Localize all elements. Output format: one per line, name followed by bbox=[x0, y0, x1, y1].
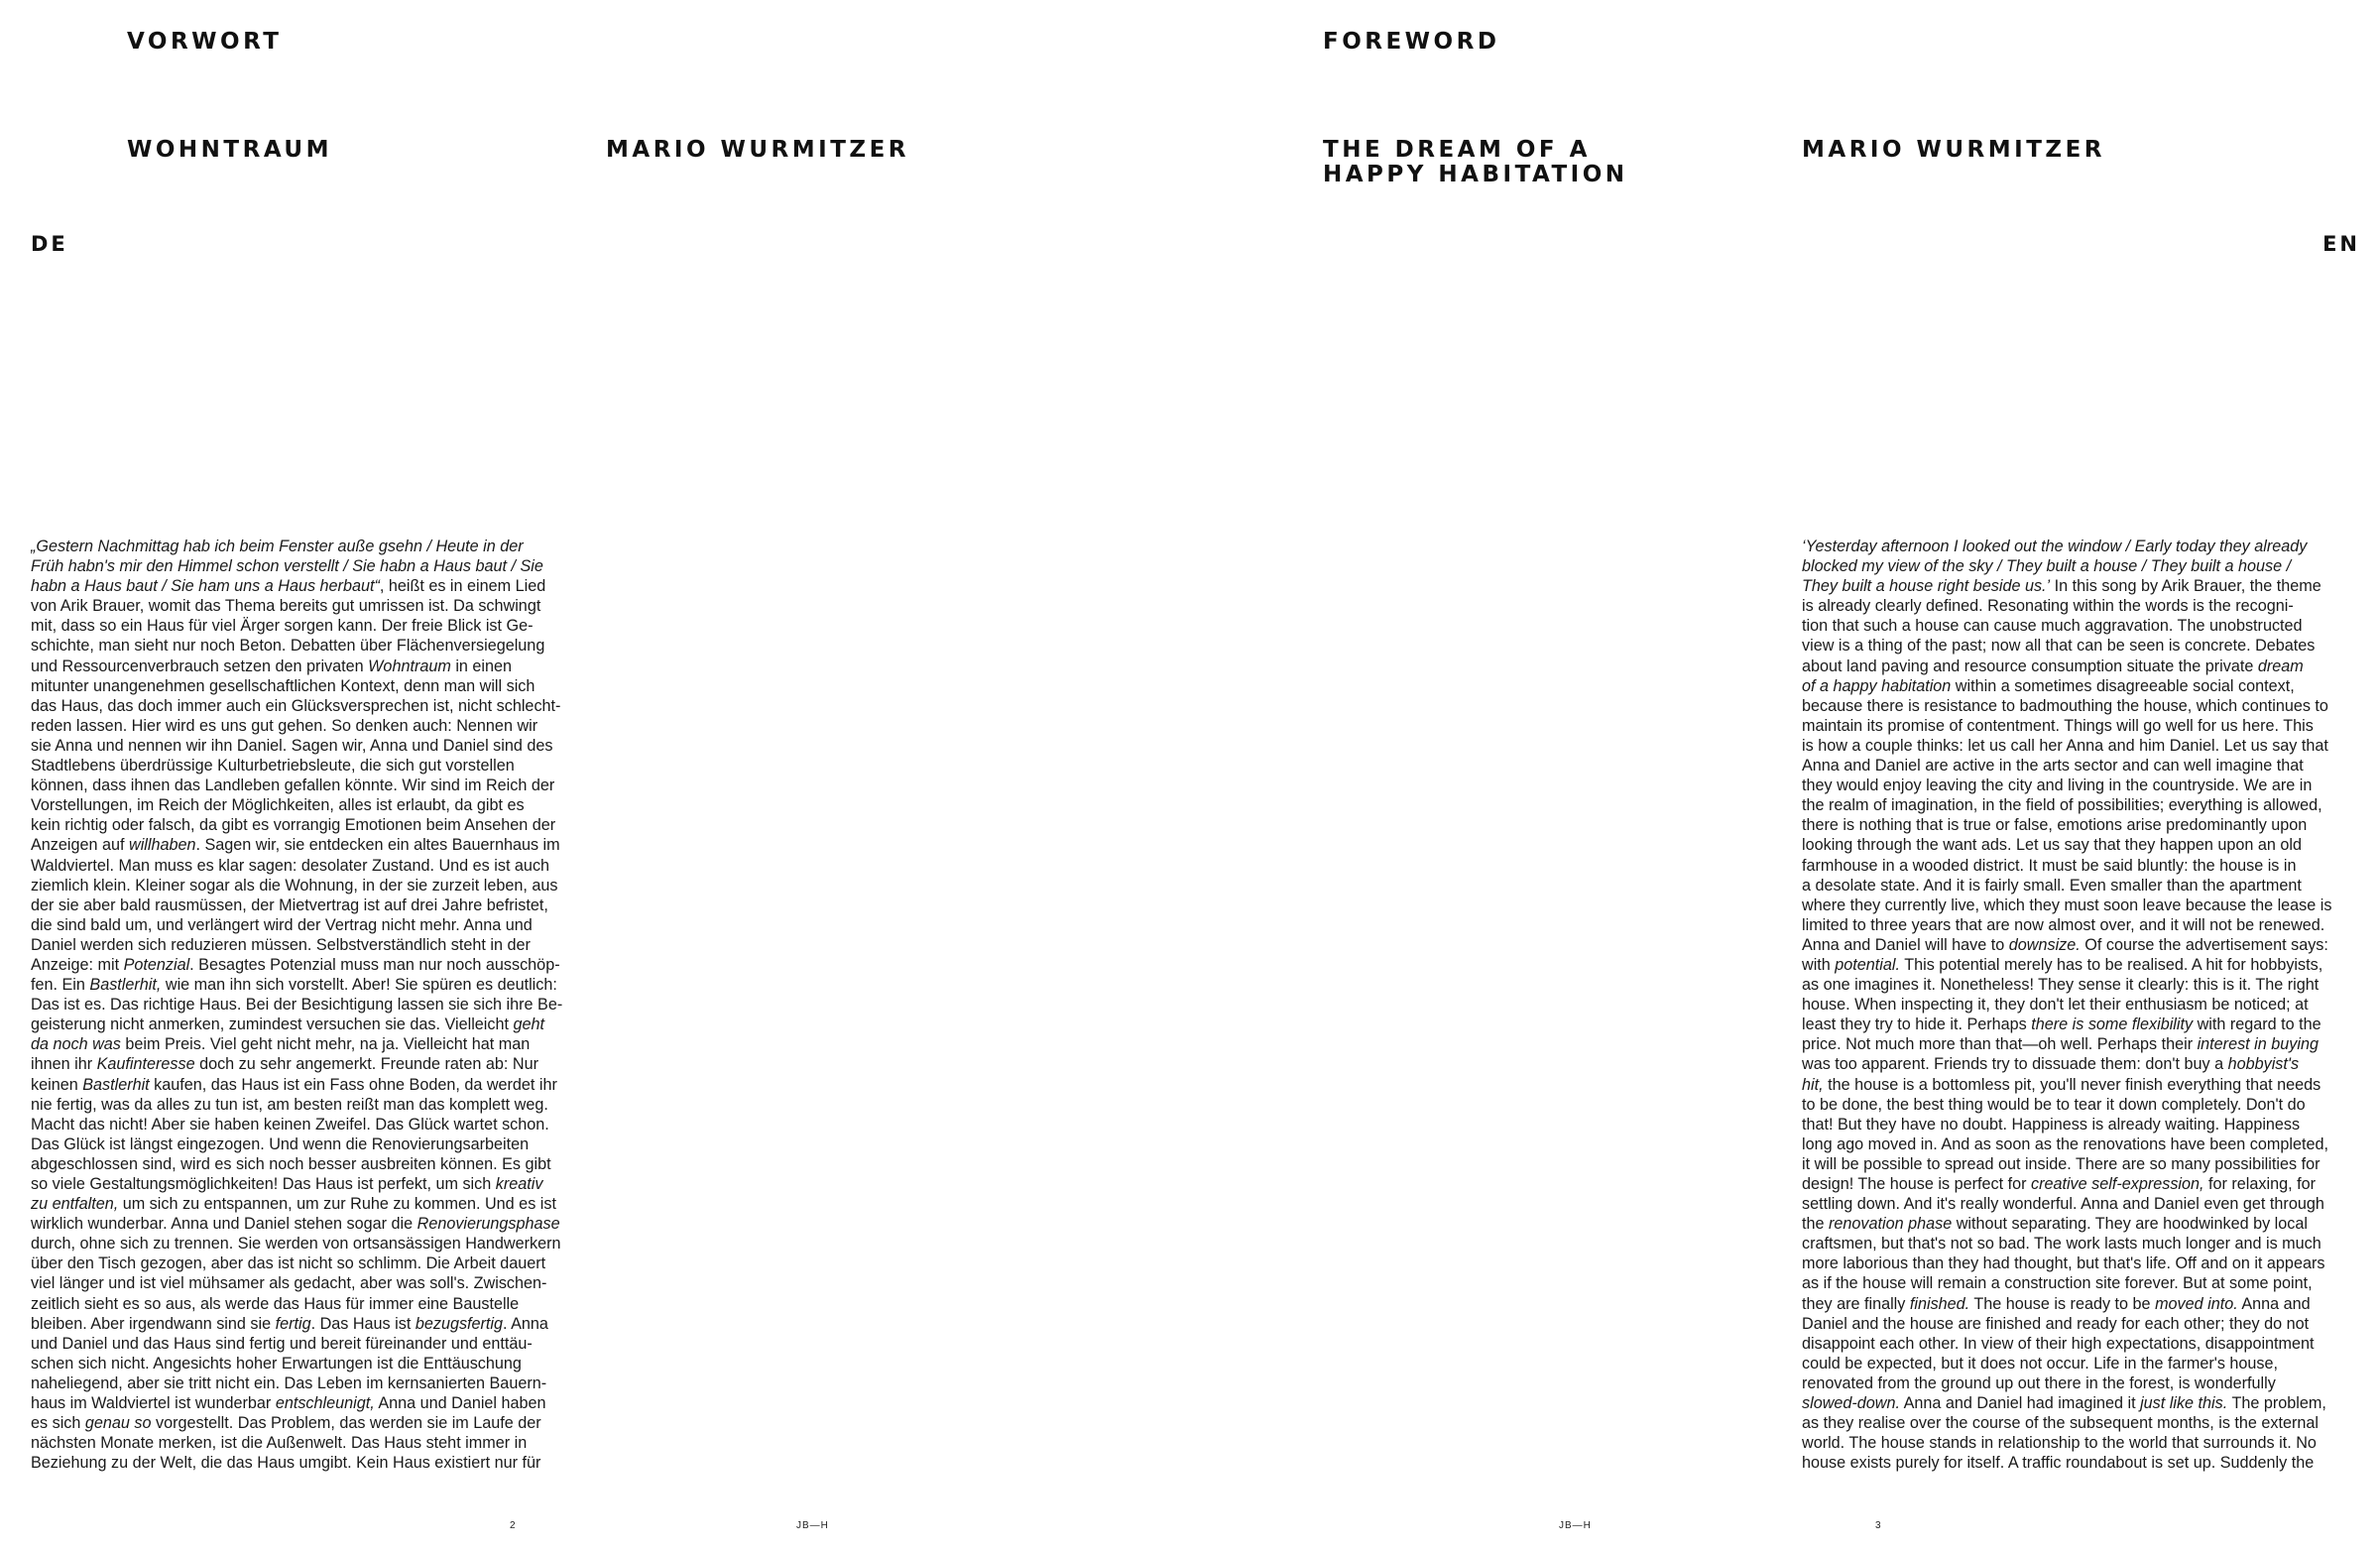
body-de-line: der sie aber bald rausmüssen, der Mietvertrag ist auf drei Jahre befristet, bbox=[31, 895, 548, 914]
body-de-line: und Ressourcenverbrauch setzen den privaten Wohntraum in einen bbox=[31, 657, 513, 675]
title-en-line-1: THE DREAM OF A bbox=[1323, 137, 1591, 163]
body-en-line: they are finally finished. The house is ready to be moved into. Anna and bbox=[1802, 1294, 2311, 1313]
body-en-line: because there is resistance to badmouthing the house, which continues to bbox=[1802, 696, 2328, 715]
body-en-line: of a happy habitation within a sometimes disagreeable social context, bbox=[1802, 676, 2295, 695]
body-de-line: Früh habn's mir den Himmel schon verstellt / Sie habn a Haus baut / Sie bbox=[31, 557, 543, 576]
language-marker-de: DE bbox=[31, 232, 68, 256]
body-en-line: They built a house right beside us.’ In this song by Arik Brauer, the theme bbox=[1802, 577, 2321, 596]
body-en-line: slowed-down. Anna and Daniel had imagined it just like this. The problem, bbox=[1802, 1394, 2326, 1413]
body-en-line: ‘Yesterday afternoon I looked out the window / Early today they already bbox=[1802, 537, 2308, 555]
body-en-line: there is nothing that is true or false, emotions arise predominantly upon bbox=[1802, 816, 2308, 835]
body-de-line: haus im Waldviertel ist wunderbar entschleunigt, Anna und Daniel haben bbox=[31, 1394, 546, 1413]
body-de-line: ziemlich klein. Kleiner sogar als die Wohnung, in der sie zurzeit leben, aus bbox=[31, 876, 558, 895]
body-de-line: zu entfalten, um sich zu entspannen, um zur Ruhe zu kommen. Und es ist bbox=[31, 1195, 556, 1214]
body-en-line: could be expected, but it does not occur. Life in the farmer's house, bbox=[1802, 1354, 2279, 1373]
body-de-line: durch, ohne sich zu trennen. Sie werden von ortsansässigen Handwerkern bbox=[31, 1235, 561, 1254]
body-de-line: nächsten Monate merken, ist die Außenwelt. Das Haus steht immer in bbox=[31, 1434, 528, 1453]
body-de-line: so viele Gestaltungsmöglichkeiten! Das Haus ist perfekt, um sich kreativ bbox=[31, 1175, 543, 1193]
section-label-de: VORWORT bbox=[127, 29, 283, 55]
body-text-de bbox=[31, 537, 596, 1487]
body-de-line: Vorstellungen, im Reich der Möglichkeiten, alles ist erlaubt, da gibt es bbox=[31, 796, 525, 815]
body-de-line: Stadtlebens überdrüssige Kulturbetriebsleute, die sich gut vorstellen bbox=[31, 757, 515, 776]
body-de-line: über den Tisch gezogen, aber das ist nicht so schlimm. Die Arbeit dauert bbox=[31, 1254, 546, 1273]
body-de-line: bleiben. Aber irgendwann sind sie fertig. Das Haus ist bezugsfertig. Anna bbox=[31, 1314, 548, 1333]
body-de-line: ihnen ihr Kaufinteresse doch zu sehr angemerkt. Freunde raten ab: Nur bbox=[31, 1055, 538, 1074]
body-de-line: schichte, man sieht nur noch Beton. Debatten über Flächenversiegelung bbox=[31, 637, 545, 656]
body-en-line: is already clearly defined. Resonating within the words is the recogni- bbox=[1802, 597, 2294, 616]
body-en-line: a desolate state. And it is fairly small. Even smaller than the apartment bbox=[1802, 876, 2302, 895]
language-marker-en: EN bbox=[2322, 232, 2360, 256]
body-en-line: with potential. This potential merely has to be realised. A hit for hobbyists, bbox=[1802, 955, 2323, 974]
body-de-line: keinen Bastlerhit kaufen, das Haus ist ein Fass ohne Boden, da werdet ihr bbox=[31, 1075, 557, 1094]
body-de-line: geisterung nicht anmerken, zumindest versuchen sie das. Vielleicht geht bbox=[31, 1015, 545, 1034]
body-de-line: und Daniel und das Haus sind fertig und bereit füreinander und enttäu- bbox=[31, 1334, 533, 1353]
page-number-right: 3 bbox=[1875, 1520, 1882, 1531]
section-label-en: FOREWORD bbox=[1323, 29, 1500, 55]
body-en-line: Anna and Daniel will have to downsize. Of course the advertisement says: bbox=[1802, 935, 2328, 954]
title-en bbox=[1323, 138, 1628, 187]
body-en-line: looking through the want ads. Let us say that they happen upon an old bbox=[1802, 836, 2302, 855]
body-de-line: reden lassen. Hier wird es uns gut gehen. So denken auch: Nennen wir bbox=[31, 716, 538, 735]
body-en-line: they would enjoy leaving the city and living in the countryside. We are in bbox=[1802, 776, 2313, 795]
body-de-line: von Arik Brauer, womit das Thema bereits gut umrissen ist. Da schwingt bbox=[31, 597, 541, 616]
body-en-line: the renovation phase without separating. They are hoodwinked by local bbox=[1802, 1215, 2308, 1234]
body-en-line: is how a couple thinks: let us call her Anna and him Daniel. Let us say that bbox=[1802, 736, 2328, 755]
body-de-line: sie Anna und nennen wir ihn Daniel. Sagen wir, Anna und Daniel sind des bbox=[31, 736, 553, 755]
body-de-line: mit, dass so ein Haus für viel Ärger sorgen kann. Der freie Blick ist Ge- bbox=[31, 617, 534, 636]
body-en-line: renovated from the ground up out there in the forest, is wonderfully bbox=[1802, 1373, 2276, 1392]
body-en-line: settling down. And it's really wonderful. Anna and Daniel even get through bbox=[1802, 1195, 2324, 1214]
body-de-line: das Haus, das doch immer auch ein Glücksversprechen ist, nicht schlecht- bbox=[31, 696, 561, 715]
body-en-line: maintain its promise of contentment. Things will go well for us here. This bbox=[1802, 716, 2314, 735]
body-text-en bbox=[1802, 537, 2367, 1487]
body-de-line: nie fertig, was da alles zu tun ist, am besten reißt man das komplett weg. bbox=[31, 1095, 548, 1114]
body-en-line: craftsmen, but that's not so bad. The work lasts much longer and is much bbox=[1802, 1235, 2321, 1254]
body-en-line: least they try to hide it. Perhaps there is some flexibility with regard to the bbox=[1802, 1015, 2321, 1034]
body-de-line: da noch was beim Preis. Viel geht nicht mehr, na ja. Vielleicht hat man bbox=[31, 1035, 531, 1054]
running-foot-right: JB—H bbox=[1559, 1520, 1592, 1531]
body-de-line: Anzeigen auf willhaben. Sagen wir, sie entdecken ein altes Bauernhaus im bbox=[31, 836, 560, 855]
body-en-line: tion that such a house can cause much aggravation. The unobstructed bbox=[1802, 617, 2303, 636]
body-de-line: Das Glück ist längst eingezogen. Und wenn die Renovierungsarbeiten bbox=[31, 1134, 530, 1153]
body-de-line: mitunter unangenehmen gesellschaftlichen Kontext, denn man will sich bbox=[31, 676, 536, 695]
body-de-line: Das ist es. Das richtige Haus. Bei der Besichtigung lassen sie sich ihre Be- bbox=[31, 996, 563, 1015]
body-de-line: schen sich nicht. Angesichts hoher Erwartungen ist die Enttäuschung bbox=[31, 1354, 522, 1373]
body-de-line: Beziehung zu der Welt, die das Haus umgibt. Kein Haus existiert nur für bbox=[31, 1454, 541, 1473]
body-en-line: long ago moved in. And as soon as the renovations have been completed, bbox=[1802, 1134, 2328, 1153]
body-en-line: about land paving and resource consumption situate the private dream bbox=[1802, 657, 2304, 675]
body-de-line: es sich genau so vorgestellt. Das Problem, das werden sie im Laufe der bbox=[31, 1414, 541, 1433]
body-en-line: more laborious than they had thought, but that's life. Off and on it appears bbox=[1802, 1254, 2325, 1273]
author-en: MARIO WURMITZER bbox=[1802, 137, 2106, 163]
page-number-left: 2 bbox=[510, 1520, 517, 1531]
body-de-line: die sind bald um, und verlängert wird der Vertrag nicht mehr. Anna und bbox=[31, 915, 533, 934]
body-de-line: naheliegend, aber sie tritt nicht ein. Das Leben im kernsanierten Bauern- bbox=[31, 1373, 547, 1392]
body-de-line: Anzeige: mit Potenzial. Besagtes Potenzial muss man nur noch ausschöp- bbox=[31, 955, 560, 974]
body-en-line: as they realise over the course of the subsequent months, is the external bbox=[1802, 1414, 2319, 1433]
body-en-line: it will be possible to spread out inside. There are so many possibilities for bbox=[1802, 1154, 2320, 1173]
body-en-line: house. When inspecting it, they don't let their enthusiasm be noticed; at bbox=[1802, 996, 2309, 1015]
body-en-line: was too apparent. Friends try to dissuade them: don't buy a hobbyist's bbox=[1802, 1055, 2300, 1074]
body-de-line: habn a Haus baut / Sie ham uns a Haus herbaut“, heißt es in einem Lied bbox=[31, 577, 546, 596]
body-de-line: fen. Ein Bastlerhit, wie man ihn sich vorstellt. Aber! Sie spüren es deutlich: bbox=[31, 976, 557, 995]
body-de-line: Macht das nicht! Aber sie haben keinen Zweifel. Das Glück wartet schon. bbox=[31, 1115, 549, 1134]
body-en-line: farmhouse in a wooded district. It must be said bluntly: the house is in bbox=[1802, 856, 2297, 875]
body-de-line: wirklich wunderbar. Anna und Daniel stehen sogar die Renovierungsphase bbox=[31, 1215, 560, 1234]
body-de-line: Waldviertel. Man muss es klar sagen: desolater Zustand. Und es ist auch bbox=[31, 856, 550, 875]
title-de-line: WOHNTRAUM bbox=[127, 137, 332, 163]
body-en-line: world. The house stands in relationship to the world that surrounds it. No bbox=[1802, 1434, 2317, 1453]
body-en-line: price. Not much more than that—oh well. Perhaps their interest in buying bbox=[1802, 1035, 2319, 1054]
body-de-line: abgeschlossen sind, wird es sich noch besser ausbreiten können. Es gibt bbox=[31, 1154, 551, 1173]
body-en-line: as if the house will remain a construction site forever. But at some point, bbox=[1802, 1274, 2313, 1293]
body-en-line: design! The house is perfect for creative self-expression, for relaxing, for bbox=[1802, 1175, 2316, 1193]
body-en-line: hit, the house is a bottomless pit, you'll never finish everything that needs bbox=[1802, 1075, 2321, 1094]
body-de-line: viel länger und ist viel mühsamer als gedacht, aber was soll's. Zwischen- bbox=[31, 1274, 547, 1293]
title-de bbox=[127, 138, 332, 163]
title-en-line-2: HAPPY HABITATION bbox=[1323, 162, 1628, 187]
body-de-line: kein richtig oder falsch, da gibt es vorrangig Emotionen beim Ansehen der bbox=[31, 816, 556, 835]
body-de-line: zeitlich sieht es so aus, als werde das Haus für immer eine Baustelle bbox=[31, 1294, 520, 1313]
body-de-line: Daniel werden sich reduzieren müssen. Selbstverständlich steht in der bbox=[31, 935, 531, 954]
body-en-line: where they currently live, which they must soon leave because the lease is bbox=[1802, 895, 2332, 914]
body-en-line: disappoint each other. In view of their high expectations, disappointment bbox=[1802, 1334, 2315, 1353]
body-de-line: „Gestern Nachmittag hab ich beim Fenster auße gsehn / Heute in der bbox=[31, 537, 524, 555]
body-en-line: blocked my view of the sky / They built a house / They built a house / bbox=[1802, 557, 2292, 576]
body-en-line: view is a thing of the past; now all that can be seen is concrete. Debates bbox=[1802, 637, 2316, 656]
body-en-line: Anna and Daniel are active in the arts sector and can well imagine that bbox=[1802, 757, 2304, 776]
body-de-line: können, dass ihnen das Landleben gefallen könnte. Wir sind im Reich der bbox=[31, 776, 555, 795]
body-en-line: to be done, the best thing would be to tear it down completely. Don't do bbox=[1802, 1095, 2306, 1114]
body-en-line: that! But they have no doubt. Happiness is already waiting. Happiness bbox=[1802, 1115, 2301, 1134]
author-de: MARIO WURMITZER bbox=[606, 137, 910, 163]
body-en-line: as one imagines it. Nonetheless! They sense it clearly: this is it. The right bbox=[1802, 976, 2320, 995]
running-foot-left: JB—H bbox=[796, 1520, 829, 1531]
body-en-line: house exists purely for itself. A traffic roundabout is set up. Suddenly the bbox=[1802, 1454, 2315, 1473]
body-en-line: the realm of imagination, in the field of possibilities; everything is allowed, bbox=[1802, 796, 2322, 815]
body-en-line: limited to three years that are now almost over, and it will not be renewed. bbox=[1802, 915, 2325, 934]
body-en-line: Daniel and the house are finished and ready for each other; they do not bbox=[1802, 1314, 2310, 1333]
